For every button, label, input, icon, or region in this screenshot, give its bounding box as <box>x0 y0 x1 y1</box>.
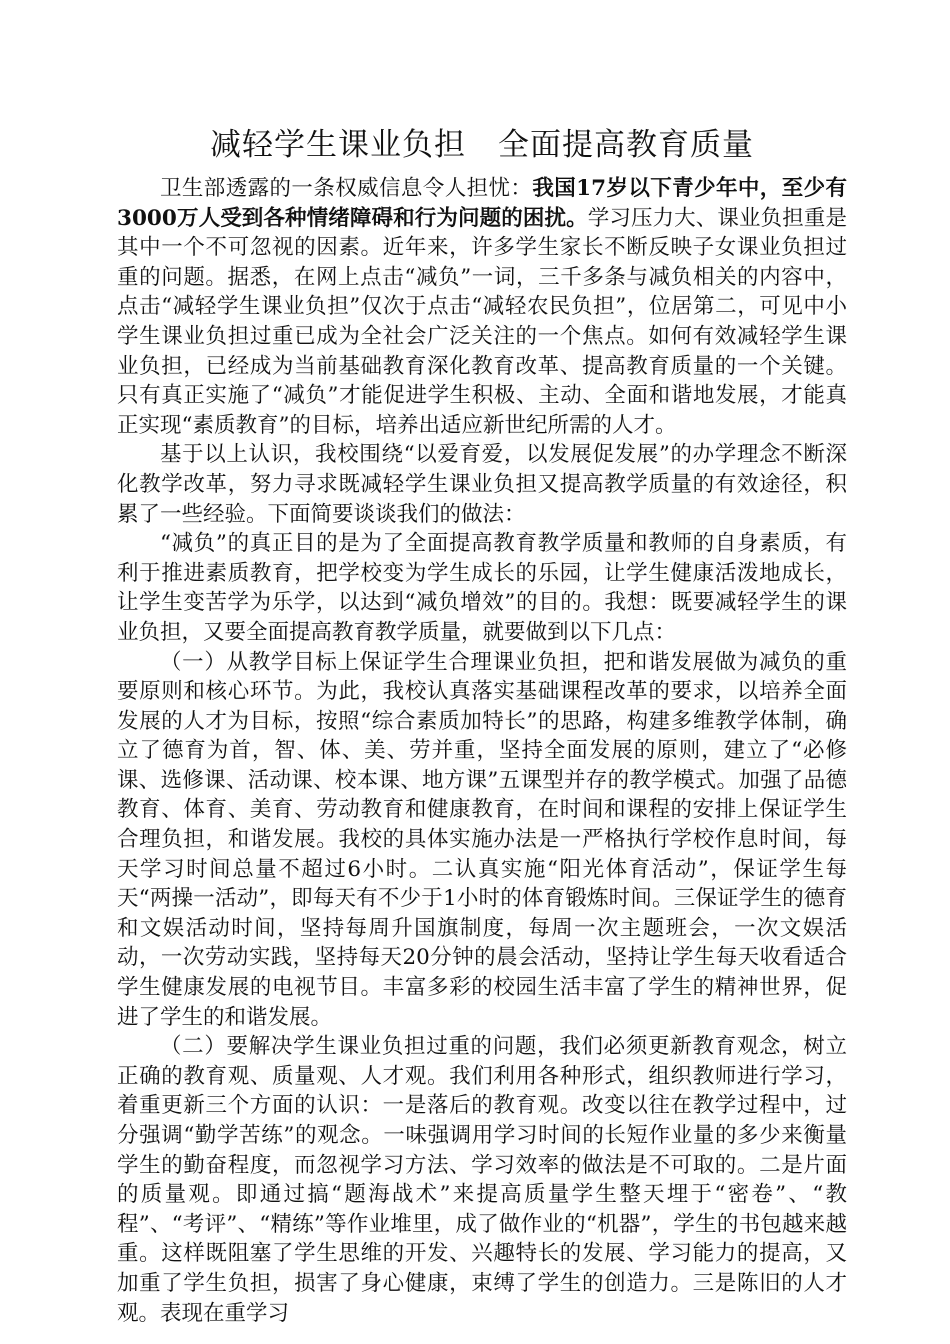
paragraph-section-two: （二）要解决学生课业负担过重的问题，我们必须更新教育观念，树立正确的教育观、质量观、人才观。我们利用各种形式，组织教师进行学习，着重更新三个方面的认识：一是落后的教育观。改变以往在教学过程中，过分强调“勤学苦练”的观念。一味强调用学习时间的长短作业量的多少来衡量学生的勤奋程度，而忽视学习方法、学习效率的做法是不可取的。二是片面的质量观。即通过搞“题海战术”来提高质量学生整天埋于“密卷”、“教程”、“考评”、“精练”等作业堆里，成了做作业的“机器”，学生的书包越来越重。这样既阻塞了学生思维的开发、兴趣特长的发展、学习能力的提高，又加重了学生负担，损害了身心健康，束缚了学生的创造力。三是陈旧的人才观。表现在重学习 <box>117 1034 847 1326</box>
intro-highlight-text: 我国17岁以下青少年中，至少有3000万人受到各种情绪障碍和行为问题的困扰。 <box>117 176 847 231</box>
intro-lead-text: 卫生部透露的一条权威信息令人担忧： <box>160 176 533 201</box>
paragraph-approach: 基于以上认识，我校围绕“以爱育爱，以发展促发展”的办学理念不断深化教学改革，努力寻求既减轻学生课业负担又提高教学质量的有效途径，积累了一些经验。下面简要谈谈我们的做法： <box>117 442 847 527</box>
document-title: 减轻学生课业负担 全面提高教育质量 <box>210 127 754 163</box>
intro-rest-text: 学习压力大、课业负担重是其中一个不可忽视的因素。近年来，许多学生家长不断反映子女课业负担过重的问题。据悉，在网上点击“减负”一词，三千多条与减负相关的内容中，点击“减轻学生课业负担”仅次于点击“减轻农民负担”，位居第二，可见中小学生课业负担过重已成为全社会广泛关注的一个焦点。如何有效减轻学生课业负担，已经成为当前基础教育深化教育改革、提高教育质量的一个关键。只有真正实施了“减负”才能促进学生积极、主动、全面和谐地发展，才能真正实现“素质教育”的目标，培养出适应新世纪所需的人才。 <box>117 205 847 438</box>
paragraph-intro <box>117 174 847 440</box>
paragraph-purpose: “减负”的真正目的是为了全面提高教育教学质量和教师的自身素质，有利于推进素质教育，把学校变为学生成长的乐园，让学生健康活泼地成长，让学生变苦学为乐学，以达到“减负增效”的目的。我想：既要减轻学生的课业负担，又要全面提高教育教学质量，就要做到以下几点： <box>117 531 847 645</box>
document-page <box>117 122 847 1328</box>
paragraph-section-one: （一）从教学目标上保证学生合理课业负担，把和谐发展做为减负的重要原则和核心环节。为此，我校认真落实基础课程改革的要求，以培养全面发展的人才为目标，按照“综合素质加特长”的思路，构建多维教学体制，确立了德育为首，智、体、美、劳并重，坚持全面发展的原则，建立了“必修课、选修课、活动课、校本课、地方课”五课型并存的教学模式。加强了品德教育、体育、美育、劳动教育和健康教育，在时间和课程的安排上保证学生合理负担，和谐发展。我校的具体实施办法是一严格执行学校作息时间，每天学习时间总量不超过6小时。二认真实施“阳光体育活动”，保证学生每天“两操一活动”，即每天有不少于1小时的体育锻炼时间。三保证学生的德育和文娱活动时间，坚持每周升国旗制度，每周一次主题班会，一次文娱活动，一次劳动实践，坚持每天20分钟的晨会活动，坚持让学生每天收看适合学生健康发展的电视节目。丰富多彩的校园生活丰富了学生的精神世界，促进了学生的和谐发展。 <box>117 649 847 1030</box>
